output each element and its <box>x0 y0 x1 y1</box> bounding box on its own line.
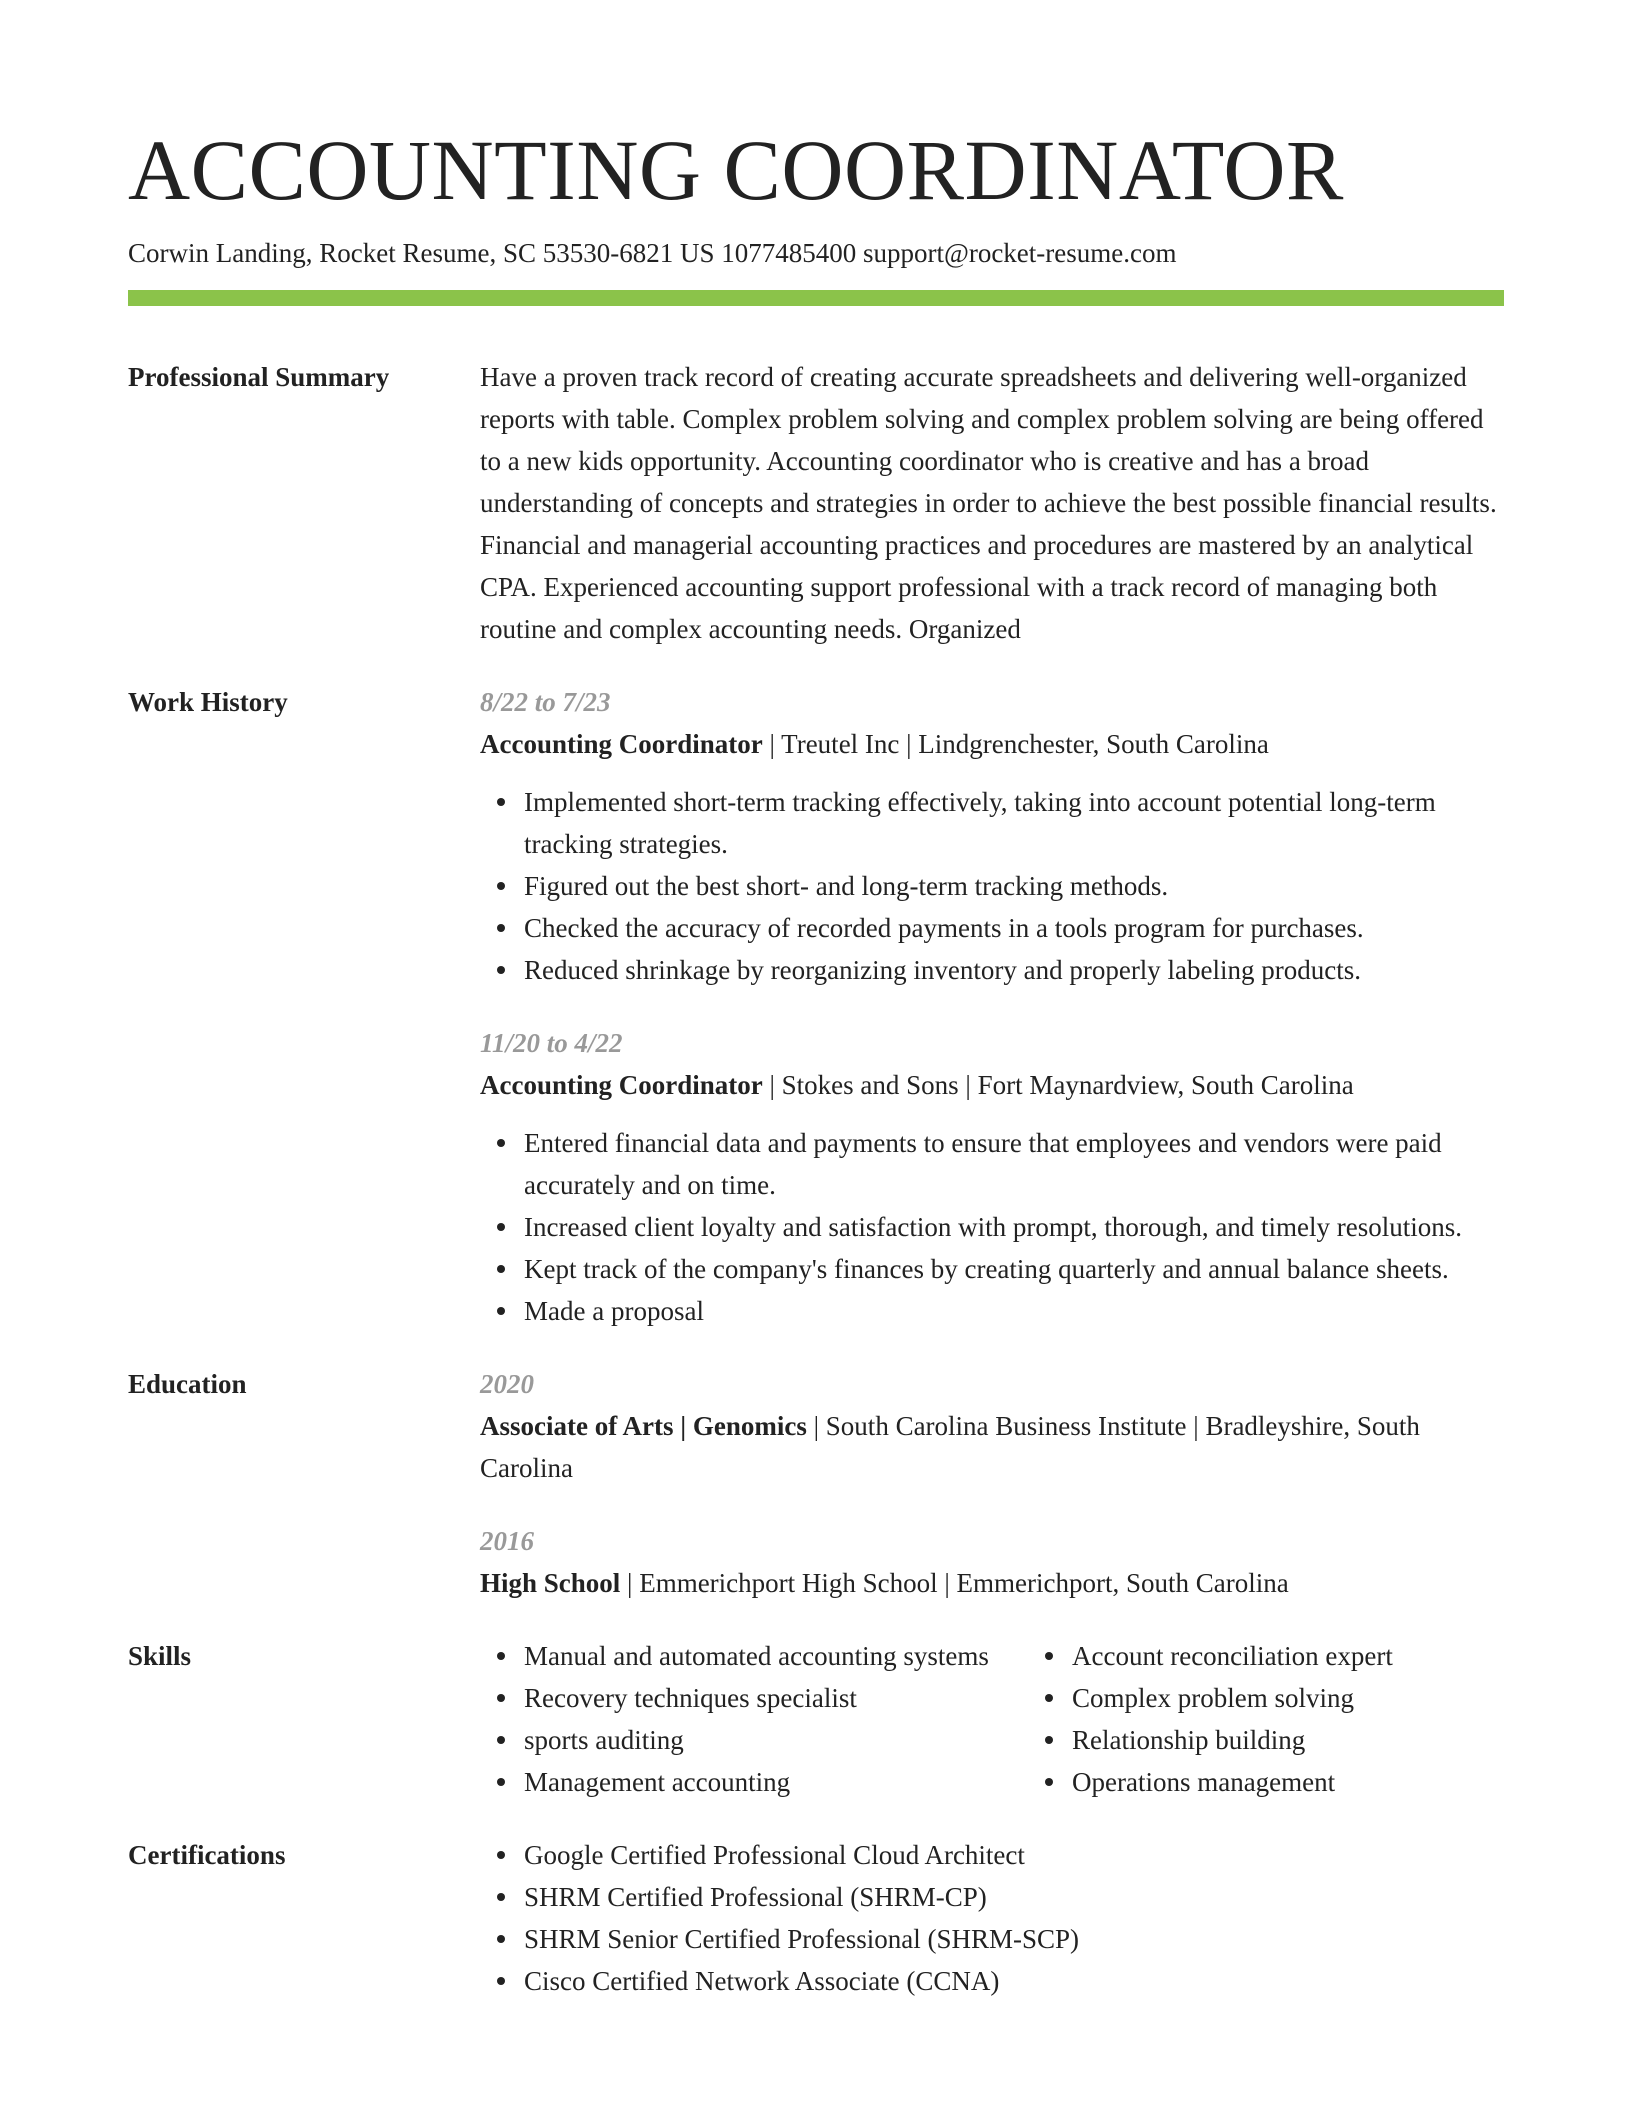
skills-heading: Skills <box>128 1641 192 1671</box>
job-details: | Treutel Inc | Lindgrenchester, South Carolina <box>762 729 1269 759</box>
education-degree: Associate of Arts | Genomics <box>480 1411 807 1441</box>
list-item: Recovery techniques specialist <box>524 1677 1028 1719</box>
job-heading <box>480 723 1504 765</box>
accent-divider <box>128 290 1504 306</box>
education-year: 2020 <box>480 1369 534 1399</box>
list-item: Made a proposal <box>524 1290 1504 1332</box>
summary-heading: Professional Summary <box>128 362 390 392</box>
list-item: Google Certified Professional Cloud Architect <box>524 1834 1504 1876</box>
education-section <box>128 1363 1504 1604</box>
summary-text: Have a proven track record of creating accurate spreadsheets and delivering well-organized reports with table. Complex problem solving and complex problem solving are being offered to a new kids opportunity. Accounting coordinator who is creative and has a broad understanding of concepts and strategies in order to achieve the best possible financial results. Financial and managerial accounting practices and procedures are mastered by an analytical CPA. Experienced accounting support professional with a track record of managing both routine and complex accounting needs. Organized <box>480 362 1497 644</box>
skills-columns <box>480 1635 1504 1803</box>
education-degree: High School <box>480 1568 621 1598</box>
list-item: Implemented short-term tracking effectively, taking into account potential long-term tracking strategies. <box>524 781 1504 865</box>
job-dates: 11/20 to 4/22 <box>480 1028 623 1058</box>
list-item: Kept track of the company's finances by creating quarterly and annual balance sheets. <box>524 1248 1504 1290</box>
education-heading-line <box>480 1405 1504 1489</box>
list-item: Cisco Certified Network Associate (CCNA) <box>524 1960 1504 2002</box>
education-entry <box>480 1520 1504 1604</box>
skills-list <box>480 1635 1028 1803</box>
resume-page <box>128 0 1504 2002</box>
list-item: Manual and automated accounting systems <box>524 1635 1028 1677</box>
certifications-section <box>128 1834 1504 2002</box>
list-item: Complex problem solving <box>1072 1677 1576 1719</box>
job-bullets <box>480 781 1504 991</box>
list-item: SHRM Certified Professional (SHRM-CP) <box>524 1876 1504 1918</box>
job-heading <box>480 1064 1504 1106</box>
list-item: Figured out the best short- and long-term tracking methods. <box>524 865 1504 907</box>
list-item: Management accounting <box>524 1761 1028 1803</box>
skills-list <box>1028 1635 1576 1803</box>
education-details: | South Carolina Business Institute | Bradleyshire, South Carolina <box>480 1411 1420 1483</box>
job-entry <box>480 1022 1504 1332</box>
job-details: | Stokes and Sons | Fort Maynardview, South Carolina <box>762 1070 1354 1100</box>
job-position: Accounting Coordinator <box>480 729 763 759</box>
education-details: | Emmerichport High School | Emmerichport, South Carolina <box>620 1568 1289 1598</box>
page-title: ACCOUNTING COORDINATOR <box>128 122 1344 218</box>
education-year: 2016 <box>480 1526 534 1556</box>
education-heading-line <box>480 1562 1504 1604</box>
list-item: Checked the accuracy of recorded payments in a tools program for purchases. <box>524 907 1504 949</box>
list-item: SHRM Senior Certified Professional (SHRM-SCP) <box>524 1918 1504 1960</box>
summary-section <box>128 356 1504 650</box>
list-item: Account reconciliation expert <box>1072 1635 1576 1677</box>
certifications-heading: Certifications <box>128 1840 286 1870</box>
list-item: Relationship building <box>1072 1719 1576 1761</box>
list-item: Operations management <box>1072 1761 1576 1803</box>
job-bullets <box>480 1122 1504 1332</box>
job-position: Accounting Coordinator <box>480 1070 763 1100</box>
education-heading: Education <box>128 1369 247 1399</box>
job-dates: 8/22 to 7/23 <box>480 687 611 717</box>
list-item: Increased client loyalty and satisfaction with prompt, thorough, and timely resolutions. <box>524 1206 1504 1248</box>
list-item: Entered financial data and payments to ensure that employees and vendors were paid accurately and on time. <box>524 1122 1504 1206</box>
skills-section <box>128 1635 1504 1803</box>
contact-line: Corwin Landing, Rocket Resume, SC 53530-6821 US 1077485400 support@rocket-resume.com <box>128 238 1177 268</box>
certifications-list <box>480 1834 1504 2002</box>
work-history-heading: Work History <box>128 687 288 717</box>
work-history-section <box>128 681 1504 1332</box>
list-item: Reduced shrinkage by reorganizing inventory and properly labeling products. <box>524 949 1504 991</box>
job-entry <box>480 681 1504 991</box>
list-item: sports auditing <box>524 1719 1028 1761</box>
education-entry <box>480 1363 1504 1489</box>
